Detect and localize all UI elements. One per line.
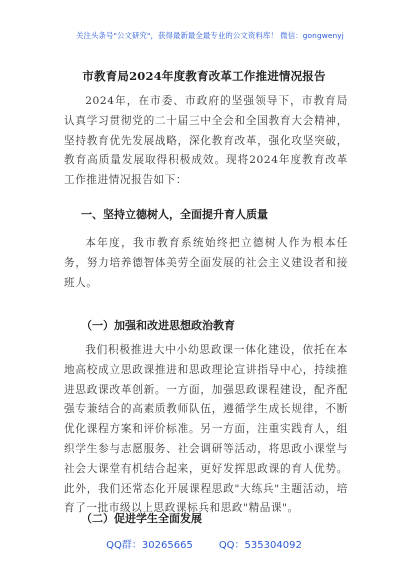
section-1-heading: 一、坚持立德树人，全面提升育人质量 — [81, 208, 268, 221]
document-title: 市教育局2024年度教育改革工作推进情况报告 — [82, 69, 326, 83]
footer-contact — [0, 536, 408, 551]
promo-banner: 关注头条号"公文研究"，获得最新最全最专业的公文资料库！ 微信：gongwenyj — [76, 31, 344, 40]
qq-group-text: QQ群：30265665 — [106, 540, 193, 551]
subsection-2-heading: （二）促进学生全面发展 — [81, 512, 202, 525]
qq-number-text: QQ：535304092 — [218, 540, 302, 551]
subsection-1-paragraph: 我们积极推进大中小幼思政课一体化建设，依托在本地高校成立思政课推进和思政理论宣讲指导中心，持续推进思政课改革创新。一方面，加强思政课程建设，配齐配强专兼结合的高素质教师队伍，遵循学生成长规律，不断优化课程方案和评价标准。另一方面，注重实践育人，组织学生参与志愿服务、社会调研等活动，将思政小课堂与社会大课堂有机结合起来，更好发挥思政课的育人优势。此外，我们还常态化开展课程思政"大练兵"主题活动，培育了一批市级以上思政课标兵和思政"精品课"。 — [64, 344, 348, 515]
subsection-1-heading: （一）加强和改进思想政治教育 — [81, 319, 235, 332]
intro-paragraph: 2024年，在市委、市政府的坚强领导下，市教育局认真学习贯彻党的二十届三中全会和全国教育大会精神，坚持教育优先发展战略，深化教育改革，强化攻坚突破，教育高质量发展取得积极成效。现将2024年度教育改革工作推进情况报告如下： — [64, 95, 348, 187]
section-1-paragraph: 本年度，我市教育系统始终把立德树人作为根本任务，努力培养德智体美劳全面发展的社会主义建设者和接班人。 — [64, 237, 348, 289]
